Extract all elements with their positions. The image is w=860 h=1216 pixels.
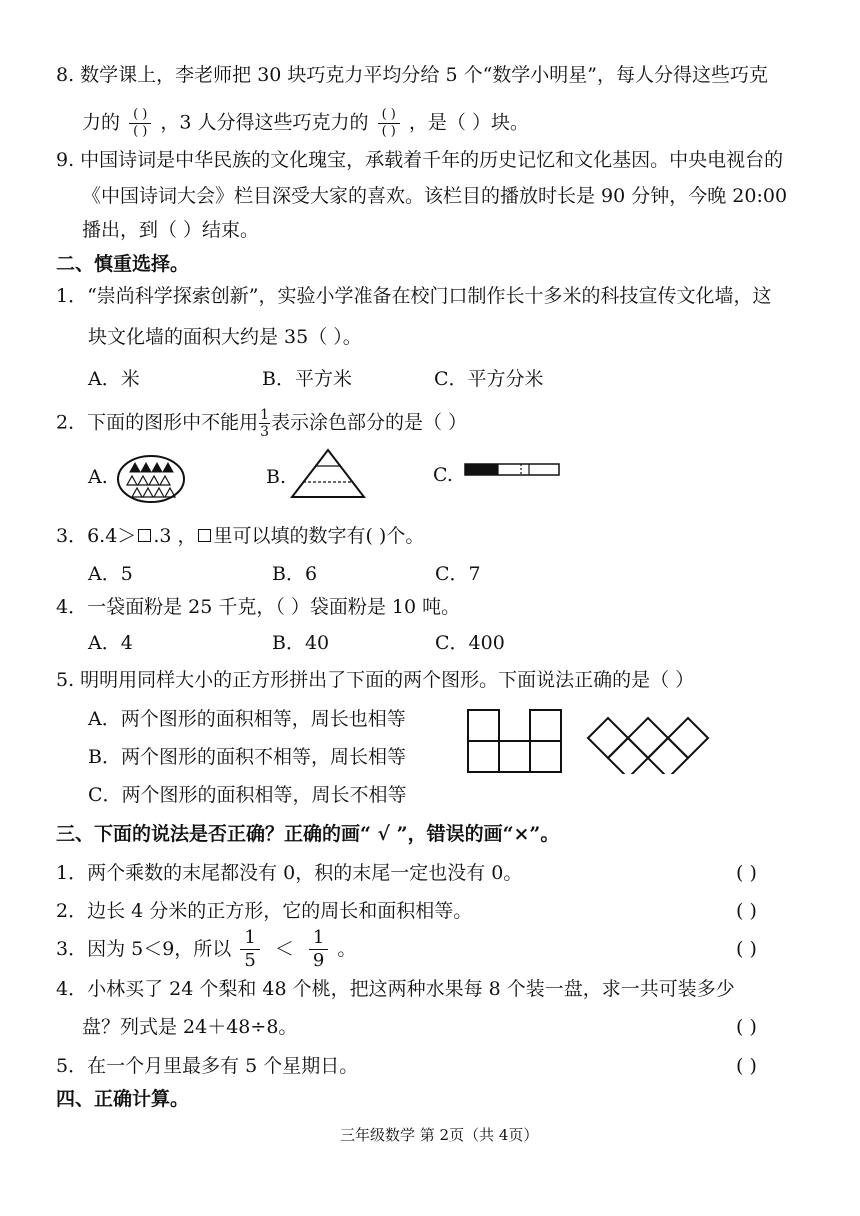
s3-q1-line: 1．两个乘数的末尾都没有 0，积的末尾一定也没有 0。 — [56, 862, 523, 884]
s2-q4-line: 4．一袋面粉是 25 千克，（ ）袋面粉是 10 吨。 — [56, 596, 461, 618]
s3-q5-answer-blank[interactable]: ( ) — [736, 1055, 757, 1077]
s3-q4-line-1: 4．小林买了 24 个梨和 48 个桃，把这两种水果每 8 个装一盘，求一共可装多少 — [56, 978, 735, 1000]
section-4-title: 四、正确计算。 — [56, 1088, 190, 1110]
s2-q3-option-c[interactable]: C．7 — [435, 563, 481, 585]
s2-q4-option-c[interactable]: C．400 — [435, 632, 505, 654]
q8-text-c: ，是（ ）块。 — [408, 111, 529, 134]
s3-q2-line: 2．边长 4 分米的正方形，它的周长和面积相等。 — [56, 900, 473, 922]
triangle-figure — [290, 448, 366, 500]
s2-q4-option-a[interactable]: A．4 — [88, 632, 133, 654]
section-3-title: 三、下面的说法是否正确？正确的画“ √ ”，错误的画“×”。 — [56, 823, 560, 845]
s2-q1-option-c[interactable]: C．平方分米 — [434, 368, 544, 390]
s2-q3-option-b[interactable]: B．6 — [272, 563, 318, 585]
s2-q2-post: 表示涂色部分的是（ ） — [271, 411, 468, 434]
bar-figure — [464, 462, 562, 478]
s3-q3-fraction-1: $\frac{1}{5}$ — [240, 928, 259, 971]
q8-blank-fraction-2[interactable]: $\frac{( )}{( )}$ — [378, 108, 400, 139]
s3-q3-less-than: ＜ — [274, 938, 294, 960]
blank-box[interactable] — [138, 529, 151, 542]
s2-q3-text-b: .3 ， — [153, 525, 197, 547]
page-footer: 三年级数学 第 2页（共 4页） — [340, 1126, 539, 1144]
s2-q1-option-a[interactable]: A．米 — [88, 368, 140, 390]
s3-q1-answer-blank[interactable]: ( ) — [736, 862, 757, 884]
section-2-title: 二、慎重选择。 — [56, 253, 190, 275]
q9-line-2: 《中国诗词大会》栏目深受大家的喜欢。该栏目的播放时长是 90 分钟，今晚 20:00 — [82, 185, 788, 207]
s2-q3-option-a[interactable]: A．5 — [88, 563, 133, 585]
squares-figure-1 — [466, 708, 564, 774]
s3-q4-answer-blank[interactable]: ( ) — [736, 1016, 757, 1038]
squares-figure-2 — [586, 706, 716, 774]
s2-q2-fraction: $\frac{1}{3}$ — [260, 407, 270, 440]
q8-text-a: 力的 — [82, 111, 121, 134]
s3-q2-answer-blank[interactable]: ( ) — [736, 900, 757, 922]
s2-q5-option-c[interactable]: C．两个图形的面积相等，周长不相等 — [88, 784, 407, 806]
s2-q5-option-a[interactable]: A．两个图形的面积相等，周长也相等 — [88, 708, 406, 730]
s3-q3-answer-blank[interactable]: ( ) — [736, 938, 757, 960]
q8-line-1: 8. 数学课上，李老师把 30 块巧克力平均分给 5 个“数学小明星”，每人分得这些巧克 — [56, 64, 769, 86]
q8-text-b: ，3 人分得这些巧克力的 — [160, 111, 369, 134]
q8-blank-fraction-1[interactable]: $\frac{( )}{( )}$ — [129, 108, 151, 139]
s3-q5-line: 5．在一个月里最多有 5 个星期日。 — [56, 1055, 359, 1077]
s3-q3-text-a: 3．因为 5＜9，所以 — [56, 938, 232, 960]
s2-q3-text-c: 里可以填的数字有( )个。 — [213, 525, 425, 547]
s2-q3-line — [56, 527, 424, 546]
s3-q4-line-2: 盘？列式是 24＋48÷8。 — [82, 1016, 298, 1038]
s2-q5-line: 5. 明明用同样大小的正方形拼出了下面的两个图形。下面说法正确的是（ ） — [56, 669, 695, 691]
s3-q3-fraction-2: $\frac{1}{9}$ — [309, 928, 328, 971]
q9-line-3: 播出，到（ ）结束。 — [82, 219, 260, 241]
s2-q1-line-1: 1．“崇尚科学探索创新”，实验小学准备在校门口制作长十多米的科技宣传文化墙，这 — [56, 285, 772, 307]
shaded-triangles — [130, 463, 173, 472]
q9-line-1: 9. 中国诗词是中华民族的文化瑰宝，承载着千年的历史记忆和文化基因。中央电视台的 — [56, 149, 784, 171]
s3-q3-text-b: 。 — [337, 938, 357, 960]
s3-q3-line — [56, 928, 356, 971]
q8-line-2 — [82, 108, 529, 139]
s2-q3-text-a: 3．6.4＞ — [56, 525, 137, 547]
s2-q2-pre: 2．下面的图形中不能用 — [56, 411, 259, 434]
s2-q4-option-b[interactable]: B．40 — [272, 632, 330, 654]
blank-box[interactable] — [198, 529, 211, 542]
s2-q1-option-b[interactable]: B．平方米 — [262, 368, 352, 390]
s2-q5-option-b[interactable]: B．两个图形的面积不相等，周长相等 — [88, 746, 406, 768]
s2-q1-line-2: 块文化墙的面积大约是 35（ ）。 — [88, 326, 362, 348]
s2-q2-option-c[interactable]: C. — [433, 464, 453, 486]
s2-q2-option-b[interactable]: B. — [266, 466, 287, 488]
s2-q2-option-a[interactable]: A. — [88, 466, 108, 488]
circle-triangles-figure — [116, 454, 186, 504]
s2-q2-line — [56, 408, 467, 439]
